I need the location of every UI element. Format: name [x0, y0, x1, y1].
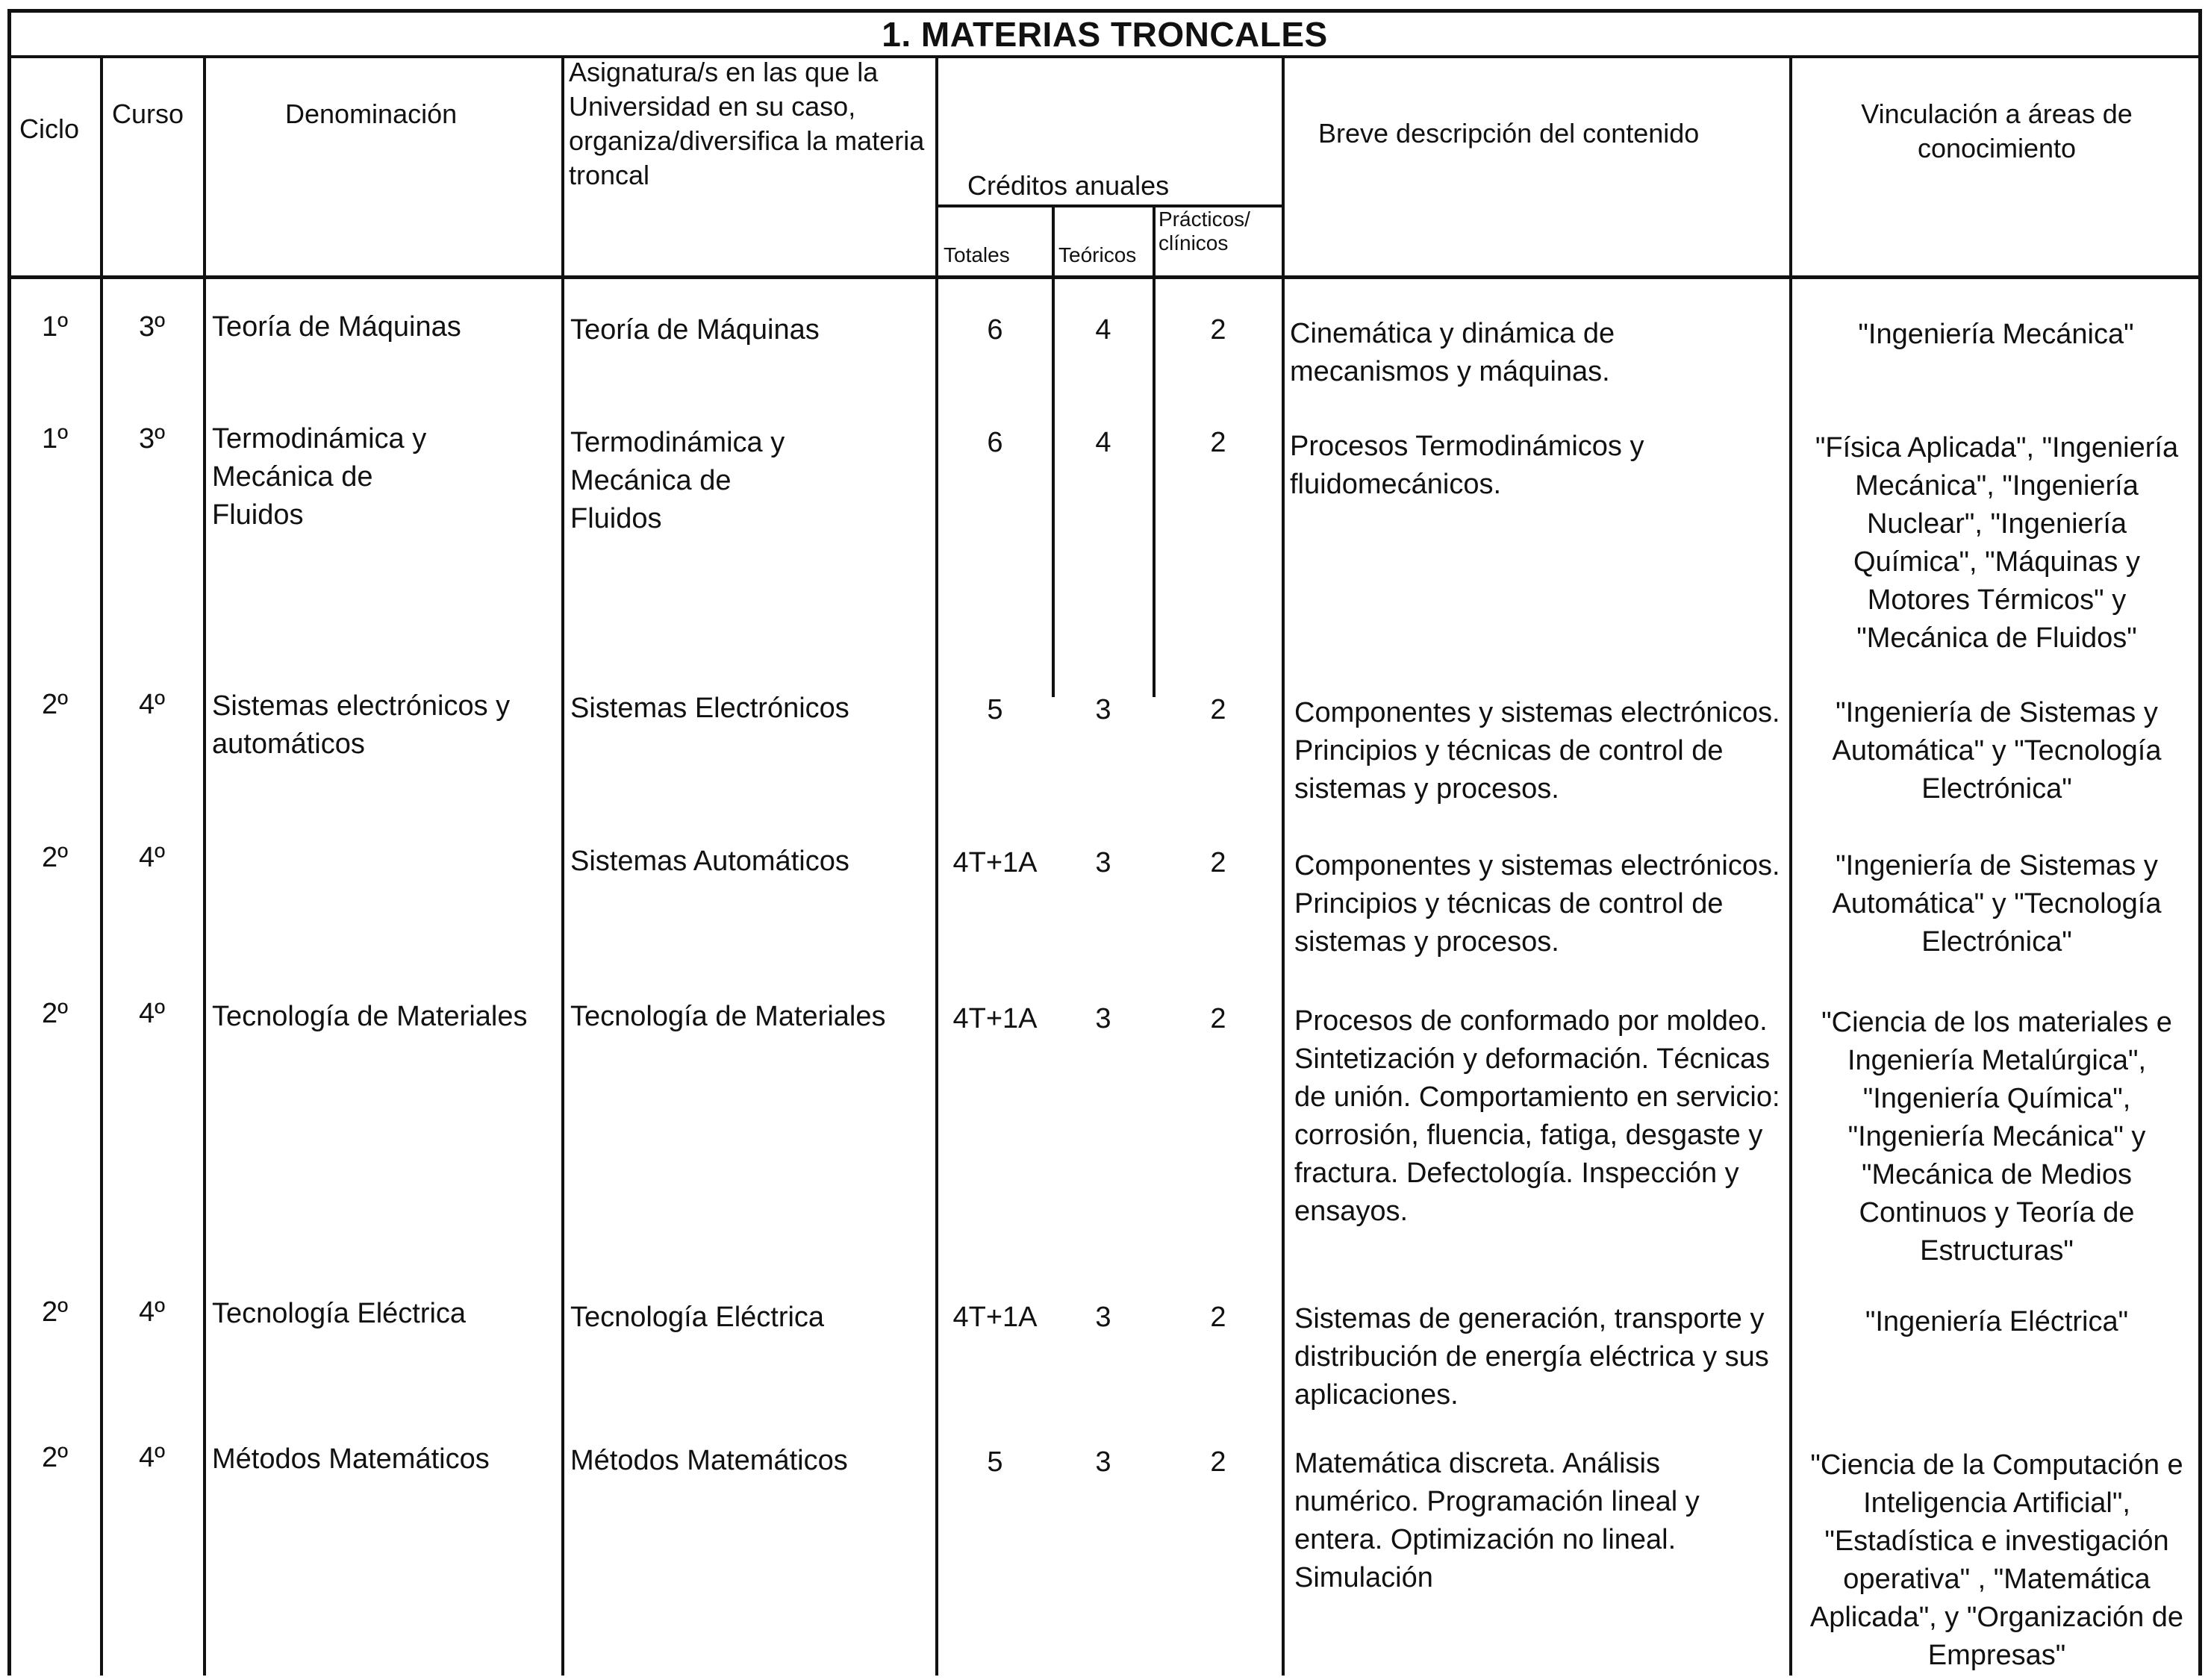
row-7-totales: 5 [987, 1446, 1003, 1478]
header-denominacion: Denominación [285, 99, 458, 129]
row-2-ciclo: 1º [42, 423, 69, 455]
divider-curso-denominacion [203, 58, 206, 1676]
row-3-asignatura: Sistemas Electrónicos [570, 693, 849, 724]
row-2-totales: 6 [987, 427, 1003, 458]
row-4-vinculacion: "Ingeniería de Sistemas y Automática" y "Tecnología Electrónica" [1832, 850, 2162, 958]
divider-asignatura-creditos [935, 58, 938, 1676]
table-title: 1. MATERIAS TRONCALES [7, 9, 2202, 58]
row-1-asignatura: Teoría de Máquinas [570, 314, 820, 346]
row-5-denominacion: Tecnología de Materiales [212, 1001, 528, 1032]
row-4-practicos: 2 [1210, 847, 1226, 878]
divider-ciclo-curso [100, 58, 103, 1676]
divider-denominacion-asignatura [561, 58, 564, 1676]
row-6-vinculacion: "Ingeniería Eléctrica" [1865, 1306, 2129, 1337]
row-6-ciclo: 2º [42, 1296, 69, 1328]
header-ciclo: Ciclo [19, 113, 80, 144]
header-curso: Curso [112, 99, 184, 129]
divider-creditos-descripcion [1282, 58, 1285, 1676]
row-2-curso: 3º [139, 423, 166, 455]
row-6-curso: 4º [139, 1296, 166, 1328]
header-descripcion: Breve descripción del contenido [1318, 118, 1700, 149]
row-7-practicos: 2 [1210, 1446, 1226, 1478]
header-practicos: Prácticos/ clínicos [1158, 207, 1250, 255]
row-6-descripcion: Sistemas de generación, transporte y distribución de energía eléctrica y sus aplicaciones. [1294, 1303, 1769, 1411]
row-7-descripcion: Matemática discreta. Análisis numérico. Programación lineal y entera. Optimización no lineal. Simulación [1294, 1448, 1700, 1593]
row-5-totales: 4T+1A [952, 1003, 1038, 1034]
row-3-ciclo: 2º [42, 689, 69, 720]
row-5-teoricos: 3 [1095, 1003, 1111, 1034]
row-4-descripcion: Componentes y sistemas electrónicos. Principios y técnicas de control de sistemas y procesos. [1294, 850, 1780, 958]
row-4-teoricos: 3 [1095, 847, 1111, 878]
row-7-ciclo: 2º [42, 1442, 69, 1473]
row-1-descripcion: Cinemática y dinámica de mecanismos y máquinas. [1290, 318, 1615, 387]
row-7-teoricos: 3 [1095, 1446, 1111, 1478]
row-1-ciclo: 1º [42, 311, 69, 343]
row-5-ciclo: 2º [42, 998, 69, 1029]
row-1-teoricos: 4 [1095, 314, 1111, 346]
row-7-denominacion: Métodos Matemáticos [212, 1443, 490, 1475]
border-right [2198, 276, 2202, 1676]
header-vinculacion: Vinculación a áreas de conocimiento [1861, 99, 2133, 163]
row-6-practicos: 2 [1210, 1302, 1226, 1333]
row-6-teoricos: 3 [1095, 1302, 1111, 1333]
row-3-curso: 4º [139, 689, 166, 720]
row-1-vinculacion: "Ingeniería Mecánica" [1858, 319, 2134, 350]
row-6-asignatura: Tecnología Eléctrica [570, 1302, 825, 1333]
row-3-totales: 5 [987, 694, 1003, 725]
row-4-ciclo: 2º [42, 842, 69, 873]
row-7-vinculacion: "Ciencia de la Computación e Inteligencia Artificial", "Estadística e investigación operativa" , "Matemática Aplicada", y "Organización de Empresas" [1809, 1449, 2184, 1671]
row-4-asignatura: Sistemas Automáticos [570, 846, 849, 877]
row-2-denominacion: Termodinámica y Mecánica de Fluidos [212, 423, 427, 531]
row-3-practicos: 2 [1210, 694, 1226, 725]
border-left [7, 276, 11, 1676]
row-2-descripcion: Procesos Termodinámicos y fluidomecánicos. [1290, 431, 1644, 500]
row-1-curso: 3º [139, 311, 166, 343]
row-1-practicos: 2 [1210, 314, 1226, 346]
header-totales: Totales [944, 243, 1010, 266]
row-7-curso: 4º [139, 1442, 166, 1473]
row-6-totales: 4T+1A [952, 1302, 1038, 1333]
row-5-vinculacion: "Ciencia de los materiales e Ingeniería Metalúrgica", "Ingeniería Química", "Ingeniería Mecánica" y "Mecánica de Medios Continuos y Teoría de Estructuras" [1821, 1007, 2172, 1267]
row-1-totales: 6 [987, 314, 1003, 346]
row-3-descripcion: Componentes y sistemas electrónicos. Principios y técnicas de control de sistemas y procesos. [1294, 697, 1780, 805]
row-4-curso: 4º [139, 842, 166, 873]
row-6-denominacion: Tecnología Eléctrica [212, 1298, 467, 1329]
row-3-vinculacion: "Ingeniería de Sistemas y Automática" y "Tecnología Electrónica" [1832, 697, 2162, 805]
row-5-descripcion: Procesos de conformado por moldeo. Sintetización y deformación. Técnicas de unión. Comportamiento en servicio: corrosión, fluencia, fatiga, desgaste y fractura. Defectología. Inspección y ensayos. [1294, 1005, 1780, 1227]
row-5-practicos: 2 [1210, 1003, 1226, 1034]
header-creditos: Créditos anuales [967, 170, 1170, 201]
row-2-teoricos: 4 [1095, 427, 1111, 458]
row-4-totales: 4T+1A [952, 847, 1038, 878]
row-2-asignatura: Termodinámica y Mecánica de Fluidos [570, 427, 785, 534]
row-2-practicos: 2 [1210, 427, 1226, 458]
header-asignatura: Asignatura/s en las que la Universidad en su caso, organiza/diversifica la materia troncal [569, 57, 925, 190]
row-1-denominacion: Teoría de Máquinas [212, 311, 461, 343]
row-3-denominacion: Sistemas electrónicos y automáticos [212, 690, 511, 760]
header-teoricos: Teóricos [1058, 243, 1137, 266]
row-3-teoricos: 3 [1095, 694, 1111, 725]
row-7-asignatura: Métodos Matemáticos [570, 1445, 848, 1476]
row-5-curso: 4º [139, 998, 166, 1029]
row-5-asignatura: Tecnología de Materiales [570, 1001, 886, 1032]
row-2-vinculacion: "Física Aplicada", "Ingeniería Mecánica", "Ingeniería Nuclear", "Ingeniería Química", "Máquinas y Motores Térmicos" y "Mecánica de Fluidos" [1815, 432, 2179, 654]
